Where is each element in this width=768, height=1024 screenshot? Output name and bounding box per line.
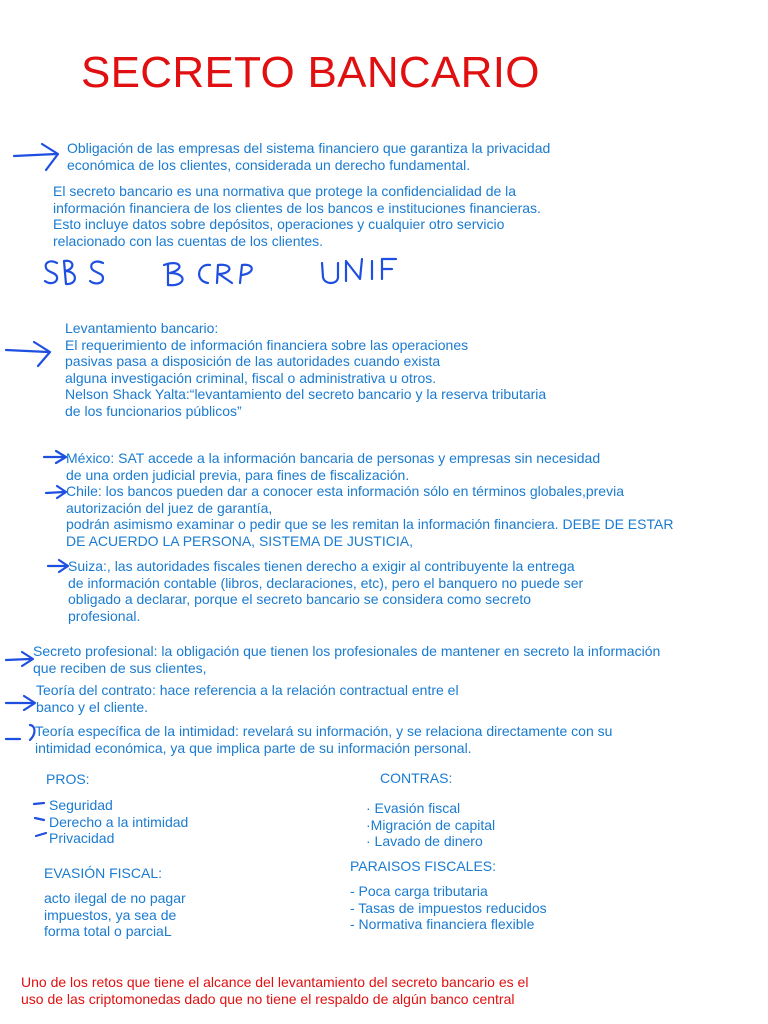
- mexico-text: México: SAT accede a la información bancaria de personas y empresas sin necesidad de una orden judicial previa, para fines de fiscalización.: [66, 450, 601, 483]
- list-item: - Normativa financiera flexible: [350, 916, 535, 933]
- pros-list: [49, 797, 188, 847]
- teoria-contrato-text: Teoría del contrato: hace referencia a la relación contractual entre el banco y el cliente.: [36, 682, 459, 715]
- list-item: Privacidad: [49, 830, 115, 847]
- list-item: · Evasión fiscal: [366, 800, 461, 816]
- chile-text: Chile: los bancos pueden dar a conocer esta información sólo en términos globales,previa autorización del juez de garantía, podrán asimismo examinar o pedir que se les remitan la información financiera. DEBE DE ESTAR DE ACUERDO LA PERSONA, SISTEMA DE JUSTICIA,: [66, 483, 674, 549]
- list-item: - Poca carga tributaria: [350, 883, 488, 899]
- secreto-profesional-text: Secreto profesional: la obligación que tienen los profesionales de mantener en secreto la información que reciben de sus clientes,: [33, 643, 661, 676]
- arrow-icon: [12, 140, 62, 176]
- list-item: · Lavado de dinero: [366, 833, 483, 850]
- list-item: ·Migración de capital: [366, 816, 496, 833]
- list-item: - Tasas de impuestos reducidos: [350, 899, 547, 916]
- pros-heading: PROS:: [46, 771, 90, 787]
- contras-list: [366, 800, 495, 850]
- evasion-heading: EVASIÓN FISCAL:: [44, 865, 162, 881]
- list-item: Derecho a la intimidad: [49, 813, 189, 830]
- arrow-icon: [4, 649, 36, 669]
- definition-text: Obligación de las empresas del sistema financiero que garantiza la privacidad económica de los clientes, considerada un derecho fundamental.: [67, 140, 551, 173]
- levantamiento-text: Levantamiento bancario: El requerimiento de información financiera sobre las operaciones pasivas pasa a disposición de las autoridades cuando exista alguna investigación criminal, fiscal o administrativa u otros. Nelson Shack Yalta:“levantamiento del secreto bancario y la reserva tributaria de los funcionarios públicos”: [65, 320, 547, 419]
- normativa-text: El secreto bancario es una normativa que protege la confidencialidad de la información financiera de los clientes de los bancos e instituciones financieras. Esto incluye datos sobre depósitos, operaciones y cualquier otro servicio relacionado con las cuentas de los clientes.: [53, 183, 541, 249]
- page-title: SECRETO BANCARIO: [81, 48, 540, 97]
- arrow-icon: [4, 338, 56, 374]
- suiza-text: Suiza:, las autoridades fiscales tienen derecho a exigir al contribuyente la entrega de información contable (libros, declaraciones, etc), pero el banquero no puede ser obligado a declarar, porque el secreto bancario se considera como secreto profesional.: [68, 558, 584, 624]
- evasion-text: acto ilegal de no pagar impuestos, ya sea de forma total o parciaL: [44, 890, 186, 940]
- paraisos-list: [350, 883, 547, 933]
- arrow-icon: [4, 693, 38, 713]
- contras-heading: CONTRAS:: [380, 770, 453, 786]
- teoria-intimidad-text: Teoría específica de la intimidad: revelará su información, y se relaciona directamente con su intimidad económica, ya que implica parte de su información personal.: [35, 723, 613, 756]
- handwritten-acronyms: [40, 255, 420, 295]
- list-item: Seguridad: [49, 797, 113, 813]
- conclusion-text: Uno de los retos que tiene el alcance del levantamiento del secreto bancario es el uso de las criptomonedas dado que no tiene el respaldo de algún banco central: [21, 974, 529, 1007]
- paraisos-heading: PARAISOS FISCALES:: [350, 858, 497, 874]
